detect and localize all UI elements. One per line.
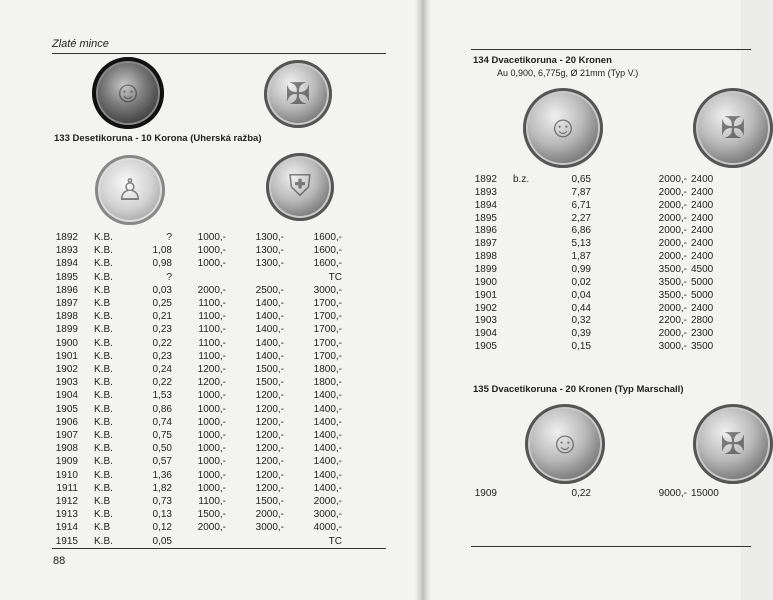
table-row [50, 508, 350, 521]
price-cell: 4000,- [313, 522, 342, 534]
page-number: 88 [53, 555, 66, 567]
table-row [471, 276, 771, 289]
table-row [50, 455, 350, 468]
table-row [50, 442, 350, 455]
table-row [50, 310, 350, 323]
table-row [50, 350, 350, 363]
entry-title: Desetikoruna - 10 Korona (Uherská ražba) [72, 133, 262, 144]
mint-mark-cell: K.B. [94, 469, 113, 481]
table-row [471, 199, 771, 212]
price-cell: 1300,- [255, 245, 284, 257]
price-cell: 1700,- [313, 337, 342, 349]
year-cell: 1908 [55, 443, 78, 455]
price-cell: 1100,- [198, 324, 226, 336]
portrait-coin-icon: ☺ [92, 57, 164, 129]
price-cell: 2200,- [658, 315, 687, 327]
price-cell: 1200,- [255, 403, 284, 415]
entry-133-heading [54, 133, 262, 144]
mint-mark-cell: K.B. [94, 311, 113, 323]
year-cell: 1907 [55, 430, 78, 441]
price-cell: 3000,- [313, 509, 342, 521]
mint-mark-cell: K.B [94, 522, 111, 534]
mintage-cell: 0,05 [152, 535, 172, 547]
year-cell: 1899 [474, 263, 497, 275]
mint-mark-cell: K.B. [94, 377, 113, 389]
price-cell: 2000,- [658, 186, 687, 198]
header-rule-right [471, 49, 751, 50]
year-cell: 1897 [55, 298, 78, 309]
mintage-cell: 0,15 [571, 341, 591, 353]
price-cell: 2000,- [658, 251, 687, 263]
year-cell: 1915 [55, 535, 78, 547]
price-cell: 1400,- [255, 311, 284, 323]
price-cell: 2000,- [658, 174, 687, 185]
mint-mark-cell: K.B. [94, 430, 113, 441]
mintage-cell: ? [166, 232, 172, 243]
mintage-cell: 0,04 [571, 289, 591, 301]
mint-mark-cell: K.B. [94, 232, 113, 243]
price-cell: 1500,- [255, 364, 284, 375]
mintage-cell: 0,75 [152, 430, 172, 441]
price-cell: 1200,- [255, 443, 284, 455]
year-cell: 1904 [474, 328, 497, 340]
mintage-cell: 0,22 [152, 377, 172, 389]
price-cell: 2400 [691, 251, 714, 263]
year-cell: 1902 [55, 364, 78, 375]
table-row [50, 376, 350, 389]
year-cell: 1895 [55, 271, 78, 283]
mintage-cell: 0,13 [152, 509, 172, 521]
year-cell: 1909 [474, 488, 497, 499]
year-cell: 1893 [474, 186, 497, 198]
price-cell: 2000,- [658, 328, 687, 340]
mintage-cell: 0,22 [152, 337, 172, 349]
table-row [50, 429, 350, 442]
mintage-cell: 1,08 [152, 245, 172, 257]
price-cell: 1100,- [198, 337, 226, 349]
price-cell: 1400,- [255, 350, 284, 362]
mintage-cell: 1,87 [571, 251, 591, 263]
year-cell: 1894 [55, 258, 78, 270]
price-cell: 1700,- [313, 324, 342, 336]
price-cell: 5000 [691, 289, 714, 301]
mint-mark-cell: K.B. [94, 535, 113, 547]
eagle-coin-icon: ✠ [264, 60, 332, 128]
table-row [50, 257, 350, 270]
mint-mark-cell: K.B. [94, 337, 113, 349]
mint-mark-cell: K.B. [94, 258, 113, 270]
mintage-cell: 0,25 [152, 298, 172, 309]
price-cell: 3500,- [658, 289, 687, 301]
price-cell: 1600,- [313, 232, 342, 243]
running-head: Zlaté mince [52, 38, 109, 50]
mintage-cell: 0,02 [571, 276, 591, 288]
entry-134-specs: Au 0,900, 6,775g, Ø 21mm (Typ V.) [497, 68, 639, 78]
mint-mark-cell: K.B. [94, 509, 113, 521]
eagle-coin-icon: ✠ [693, 404, 773, 484]
year-cell: 1898 [55, 311, 78, 323]
price-cell: 2500,- [255, 284, 284, 296]
year-cell: 1892 [474, 174, 497, 185]
price-cell: 1000,- [197, 430, 226, 441]
mintage-cell: 0,44 [571, 302, 591, 314]
table-row [471, 487, 771, 500]
table-row [471, 250, 771, 263]
price-cell: TC [328, 271, 342, 283]
price-cell: 1500,- [255, 496, 284, 507]
price-cell: 1000,- [197, 456, 226, 468]
price-cell: 1400,- [313, 482, 342, 494]
price-cell: 1000,- [197, 403, 226, 415]
price-cell: 1500,- [197, 509, 226, 521]
price-cell: 1600,- [313, 245, 342, 257]
table-row [50, 271, 350, 284]
price-cell: 1200,- [197, 377, 226, 389]
table-row [50, 403, 350, 416]
price-cell: 1200,- [255, 416, 284, 428]
mintage-cell: 6,86 [571, 225, 591, 237]
mintage-cell: 0,57 [152, 456, 172, 468]
price-cell: 2000,- [313, 496, 342, 507]
entry-title: Dvacetikoruna - 20 Kronen (Typ Marschall) [491, 384, 684, 395]
table-row [50, 482, 350, 495]
price-cell: 3500 [691, 341, 714, 353]
table-row [471, 212, 771, 225]
price-cell: TC [328, 535, 342, 547]
mint-mark-cell: K.B [94, 496, 111, 507]
mint-mark-cell: K.B. [94, 245, 113, 257]
price-cell: 2400 [691, 174, 714, 185]
table-row [471, 289, 771, 302]
portrait-coin-icon: ☺ [523, 88, 603, 168]
price-cell: 2300 [691, 328, 714, 340]
price-cell: 2000,- [658, 225, 687, 237]
mintage-cell: 0,23 [152, 350, 172, 362]
table-row [471, 314, 771, 327]
mintage-cell: 0,21 [152, 311, 172, 323]
year-cell: 1914 [55, 522, 78, 534]
mintage-cell: 7,87 [571, 186, 591, 198]
year-cell: 1904 [55, 390, 78, 402]
price-cell: 2000,- [197, 284, 226, 296]
mint-mark-cell: K.B. [94, 443, 113, 455]
table-row [50, 535, 350, 548]
price-cell: 1800,- [313, 377, 342, 389]
price-cell: 9000,- [658, 488, 687, 499]
price-cell: 1800,- [313, 364, 342, 375]
price-cell: 1700,- [313, 311, 342, 323]
year-cell: 1892 [55, 232, 78, 243]
year-cell: 1905 [474, 341, 497, 353]
year-cell: 1900 [55, 337, 78, 349]
price-cell: 1100,- [198, 350, 226, 362]
table-row [471, 237, 771, 250]
portrait-coin-icon: ☺ [525, 404, 605, 484]
mint-mark-cell: K.B [94, 298, 111, 309]
price-cell: 1600,- [313, 258, 342, 270]
mint-mark-cell: K.B. [94, 403, 113, 415]
price-cell: 1200,- [255, 482, 284, 494]
table-row [471, 263, 771, 276]
mint-mark-cell: b.z. [513, 174, 530, 185]
mint-mark-cell: K.B. [94, 482, 113, 494]
price-cell: 4500 [691, 263, 714, 275]
price-cell: 1000,- [197, 258, 226, 270]
year-cell: 1911 [56, 482, 78, 494]
price-cell: 2400 [691, 302, 714, 314]
year-cell: 1900 [474, 276, 497, 288]
price-cell: 1300,- [255, 258, 284, 270]
year-cell: 1903 [474, 315, 497, 327]
year-cell: 1901 [55, 350, 78, 362]
price-cell: 3000,- [313, 284, 342, 296]
year-cell: 1894 [474, 199, 497, 211]
mintage-cell: 0,73 [152, 496, 172, 507]
mint-mark-cell: K.B. [94, 324, 113, 336]
mintage-cell: 0,98 [152, 258, 172, 270]
year-cell: 1906 [55, 416, 78, 428]
price-cell: 1400,- [313, 430, 342, 441]
table-row [471, 340, 771, 353]
mintage-cell: 0,03 [152, 284, 172, 296]
price-cell: 1700,- [313, 298, 342, 309]
price-cell: 2000,- [658, 199, 687, 211]
entry-number: 134 [473, 55, 489, 66]
year-cell: 1897 [474, 238, 497, 250]
price-cell: 1400,- [313, 390, 342, 402]
table-row [50, 389, 350, 402]
footer-rule [52, 548, 386, 549]
price-cell: 1000,- [197, 443, 226, 455]
price-cell: 2000,- [658, 238, 687, 250]
price-cell: 1700,- [313, 350, 342, 362]
book-gutter [415, 0, 431, 600]
price-cell: 1100,- [198, 311, 226, 323]
price-cell: 1400,- [255, 324, 284, 336]
year-cell: 1898 [474, 251, 497, 263]
table-row [471, 224, 771, 237]
year-cell: 1896 [55, 284, 78, 296]
price-cell: 1400,- [313, 416, 342, 428]
table-row [50, 297, 350, 310]
price-cell: 2400 [691, 186, 714, 198]
price-cell: 1400,- [313, 456, 342, 468]
price-cell: 3500,- [658, 276, 687, 288]
price-cell: 2400 [691, 212, 714, 224]
price-cell: 1400,- [313, 443, 342, 455]
price-cell: 1000,- [197, 390, 226, 402]
price-cell: 1100,- [198, 496, 226, 507]
year-cell: 1910 [55, 469, 78, 481]
mintage-cell: ? [166, 271, 172, 283]
price-cell: 1300,- [255, 232, 284, 243]
price-cell: 1200,- [255, 430, 284, 441]
year-cell: 1905 [55, 403, 78, 415]
table-row [50, 323, 350, 336]
mint-mark-cell: K.B [94, 284, 111, 296]
mintage-cell: 0,23 [152, 324, 172, 336]
price-cell: 1200,- [255, 390, 284, 402]
price-cell: 1000,- [197, 469, 226, 481]
mintage-cell: 0,32 [571, 315, 591, 327]
mintage-cell: 1,53 [152, 390, 172, 402]
price-cell: 5000 [691, 276, 714, 288]
price-cell: 1400,- [255, 337, 284, 349]
table-row [471, 302, 771, 315]
eagle-coin-icon: ✠ [693, 88, 773, 168]
price-cell: 2400 [691, 238, 714, 250]
price-cell: 2400 [691, 225, 714, 237]
price-cell: 1400,- [313, 469, 342, 481]
mintage-cell: 5,13 [571, 238, 591, 250]
year-cell: 1912 [55, 496, 78, 507]
price-cell: 3000,- [658, 341, 687, 353]
price-cell: 15000 [691, 488, 719, 499]
table-row [50, 521, 350, 534]
year-cell: 1896 [474, 225, 497, 237]
entry-135-heading [473, 384, 684, 395]
mintage-cell: 0,50 [152, 443, 172, 455]
price-cell: 3500,- [658, 263, 687, 275]
coat-of-arms-coin-icon: ⛨ [266, 153, 334, 221]
price-cell: 1400,- [255, 298, 284, 309]
mintage-cell: 6,71 [571, 199, 591, 211]
table-row [50, 337, 350, 350]
table-row [471, 327, 771, 340]
table-row [50, 416, 350, 429]
price-cell: 1200,- [255, 456, 284, 468]
year-cell: 1901 [474, 289, 497, 301]
year-cell: 1903 [55, 377, 78, 389]
price-cell: 2000,- [658, 212, 687, 224]
price-cell: 2800 [691, 315, 714, 327]
year-cell: 1909 [55, 456, 78, 468]
mintage-cell: 0,12 [152, 522, 172, 534]
price-cell: 1000,- [197, 482, 226, 494]
header-rule [52, 53, 386, 54]
mint-mark-cell: K.B. [94, 390, 113, 402]
table-row [50, 363, 350, 376]
entry-title: Dvacetikoruna - 20 Kronen [491, 55, 612, 66]
mintage-cell: 1,36 [152, 469, 172, 481]
entry-number: 135 [473, 384, 489, 395]
mintage-cell: 0,65 [571, 174, 591, 185]
mint-mark-cell: K.B. [94, 350, 113, 362]
price-cell: 1000,- [197, 232, 226, 243]
table-row [50, 231, 350, 244]
table-row [50, 469, 350, 482]
table-row [50, 244, 350, 257]
mintage-cell: 0,22 [571, 488, 591, 499]
price-cell: 1200,- [197, 364, 226, 375]
price-cell: 1000,- [197, 416, 226, 428]
mintage-cell: 0,39 [571, 328, 591, 340]
mint-mark-cell: K.B. [94, 271, 113, 283]
mintage-cell: 2,27 [571, 212, 591, 224]
price-cell: 1400,- [313, 403, 342, 415]
price-cell: 1200,- [255, 469, 284, 481]
mint-mark-cell: K.B. [94, 364, 113, 375]
year-cell: 1913 [55, 509, 78, 521]
table-row [471, 173, 771, 186]
mintage-cell: 0,86 [152, 403, 172, 415]
mintage-cell: 0,24 [152, 364, 172, 375]
entry-number: 133 [54, 133, 70, 144]
price-cell: 1000,- [197, 245, 226, 257]
table-row [471, 186, 771, 199]
right-page [431, 0, 746, 600]
mint-mark-cell: K.B. [94, 416, 113, 428]
year-cell: 1902 [474, 302, 497, 314]
price-cell: 2400 [691, 199, 714, 211]
year-cell: 1893 [55, 245, 78, 257]
mintage-cell: 0,99 [571, 263, 591, 275]
price-cell: 3000,- [255, 522, 284, 534]
mint-mark-cell: K.B. [94, 456, 113, 468]
year-cell: 1895 [474, 212, 497, 224]
price-cell: 1100,- [198, 298, 226, 309]
table-row [50, 495, 350, 508]
footer-rule-right [471, 546, 751, 547]
year-cell: 1899 [55, 324, 78, 336]
table-row [50, 284, 350, 297]
price-cell: 2000,- [255, 509, 284, 521]
mintage-cell: 1,82 [152, 482, 172, 494]
entry-134-heading [473, 55, 612, 66]
mintage-cell: 0,74 [152, 416, 172, 428]
price-cell: 2000,- [197, 522, 226, 534]
price-cell: 1500,- [255, 377, 284, 389]
standing-figure-coin-icon: ♙ [95, 155, 165, 225]
price-cell: 2000,- [658, 302, 687, 314]
